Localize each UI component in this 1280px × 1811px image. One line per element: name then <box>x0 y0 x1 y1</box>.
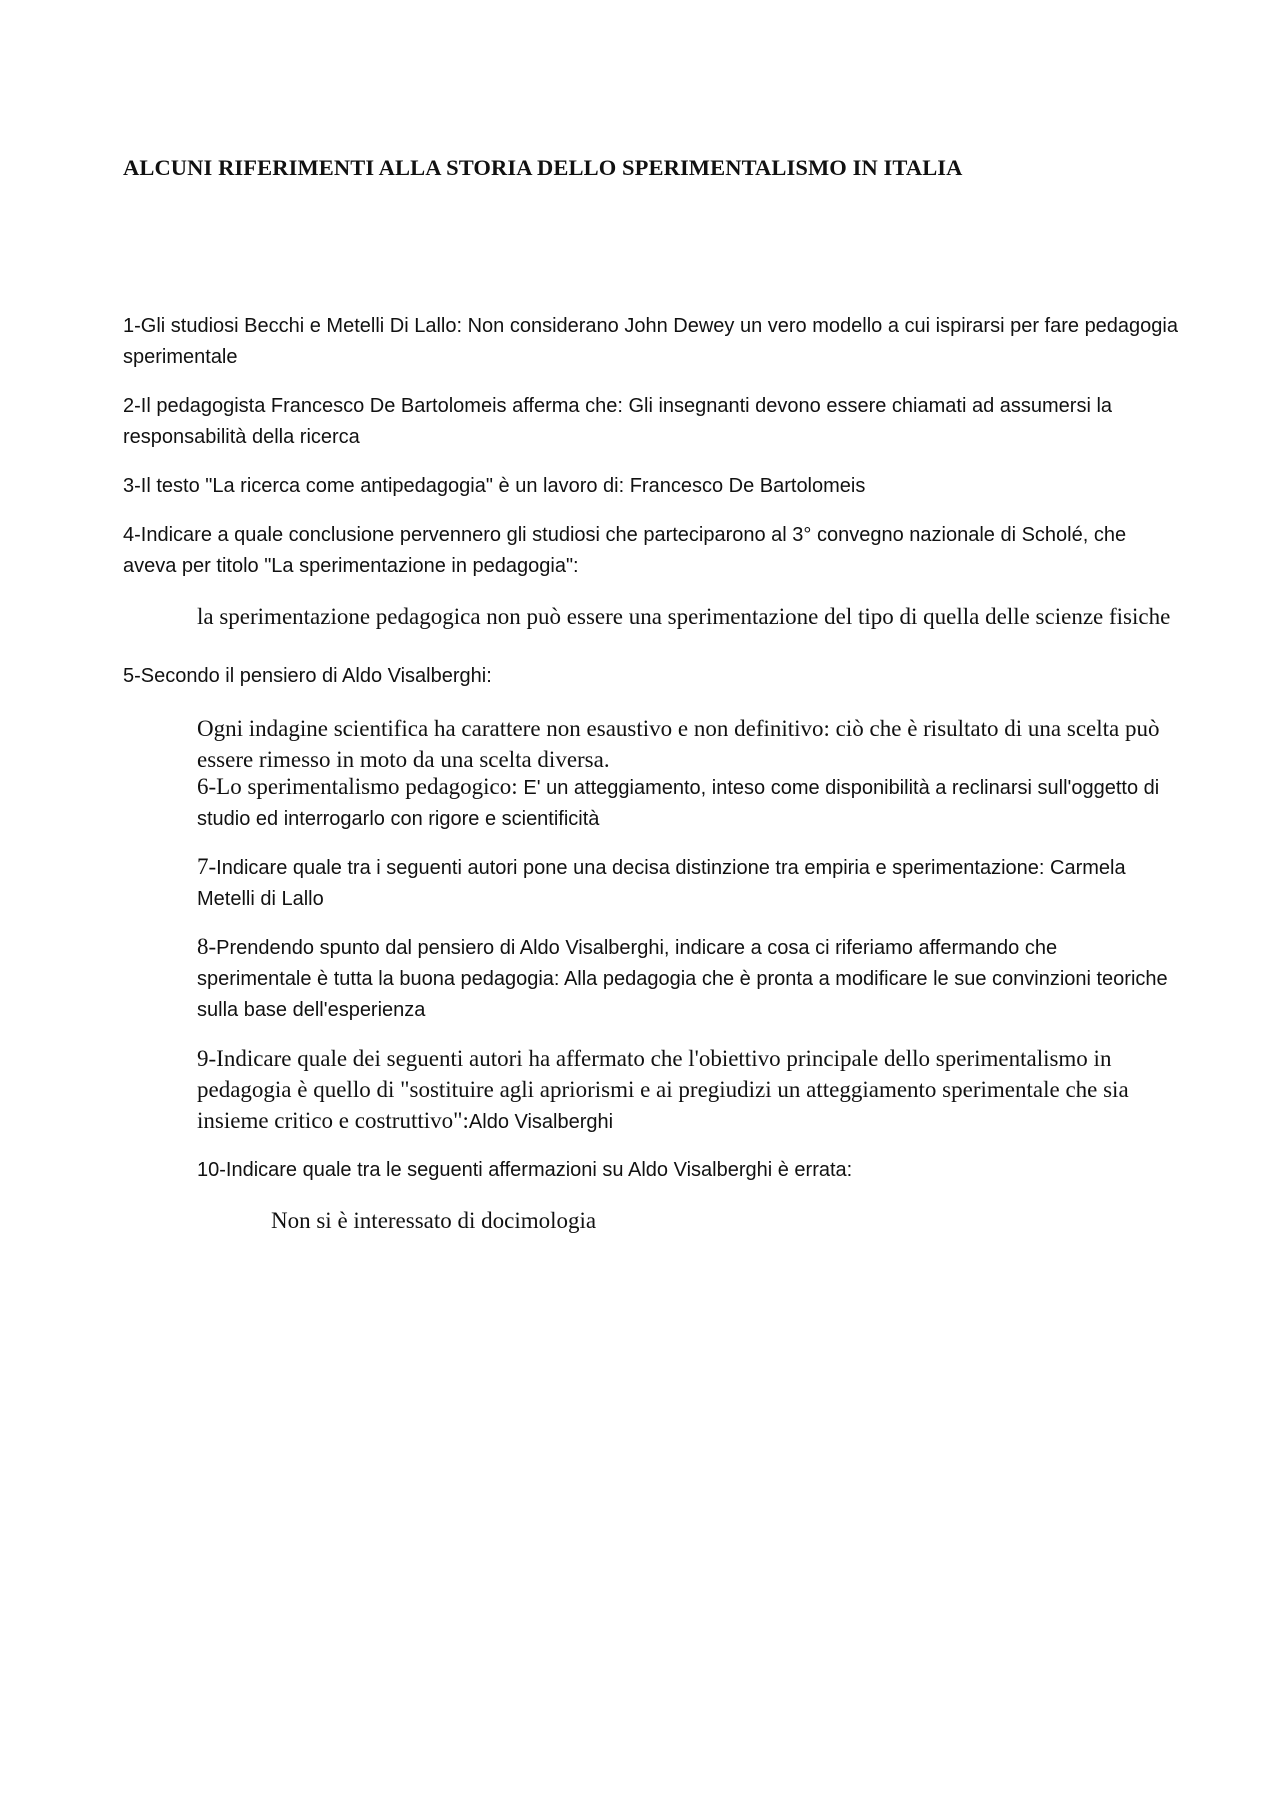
question-9-text: 9-Indicare quale dei seguenti autori ha affermato che l'obiettivo principale dello sperimentalismo in pedagogia è quello di "sostituire agli apriorismi e ai pregiudizi un atteggiamento sperimentale che sia insieme critico e costruttivo": <box>197 1046 1129 1133</box>
question-8-text: Prendendo spunto dal pensiero di Aldo Visalberghi, indicare a cosa ci riferiamo affermando che sperimentale è tutta la buona pedagogia: Alla pedagogia che è pronta a modificare le sue convinzioni teoriche sulla base dell'esperienza <box>197 937 1168 1021</box>
question-7-prefix: 7- <box>197 854 217 879</box>
question-7 <box>197 851 1172 915</box>
question-1: 1-Gli studiosi Becchi e Metelli Di Lallo: Non considerano John Dewey un vero modello a cui ispirarsi per fare pedagogia sperimentale <box>123 315 1178 368</box>
question-4: 4-Indicare a quale conclusione pervennero gli studiosi che parteciparono al 3° convegno nazionale di Scholé, che aveva per titolo "La sperimentazione in pedagogia": <box>123 524 1127 577</box>
answer-10: Non si è interessato di docimologia <box>271 1208 597 1233</box>
question-5: 5-Secondo il pensiero di Aldo Visalberghi: <box>123 665 492 687</box>
question-6 <box>197 771 1172 835</box>
question-8 <box>197 931 1172 1026</box>
question-9 <box>197 1043 1172 1138</box>
question-10: 10-Indicare quale tra le seguenti affermazioni su Aldo Visalberghi è errata: <box>197 1159 853 1181</box>
page-title: ALCUNI RIFERIMENTI ALLA STORIA DELLO SPERIMENTALISMO IN ITALIA <box>123 155 963 180</box>
question-6-prefix: 6-Lo sperimentalismo pedagogico: <box>197 774 524 799</box>
answer-4: la sperimentazione pedagogica non può essere una sperimentazione del tipo di quella delle scienze fisiche <box>197 604 1171 629</box>
answer-5: Ogni indagine scientifica ha carattere non esaustivo e non definitivo: ciò che è risultato di una scelta può essere rimesso in moto da una scelta diversa. <box>197 716 1160 772</box>
question-8-prefix: 8- <box>197 934 217 959</box>
question-9-answer: Aldo Visalberghi <box>468 1111 614 1133</box>
question-7-text: Indicare quale tra i seguenti autori pone una decisa distinzione tra empiria e sperimentazione: Carmela Metelli di Lallo <box>197 857 1126 910</box>
question-2: 2-Il pedagogista Francesco De Bartolomeis afferma che: Gli insegnanti devono essere chiamati ad assumersi la responsabilità della ricerca <box>123 395 1113 448</box>
question-6-answer: E' un atteggiamento, inteso come disponibilità a reclinarsi sull'oggetto di studio ed interrogarlo con rigore e scientificità <box>197 777 1160 830</box>
question-3: 3-Il testo "La ricerca come antipedagogia" è un lavoro di: Francesco De Bartolomeis <box>123 475 866 497</box>
